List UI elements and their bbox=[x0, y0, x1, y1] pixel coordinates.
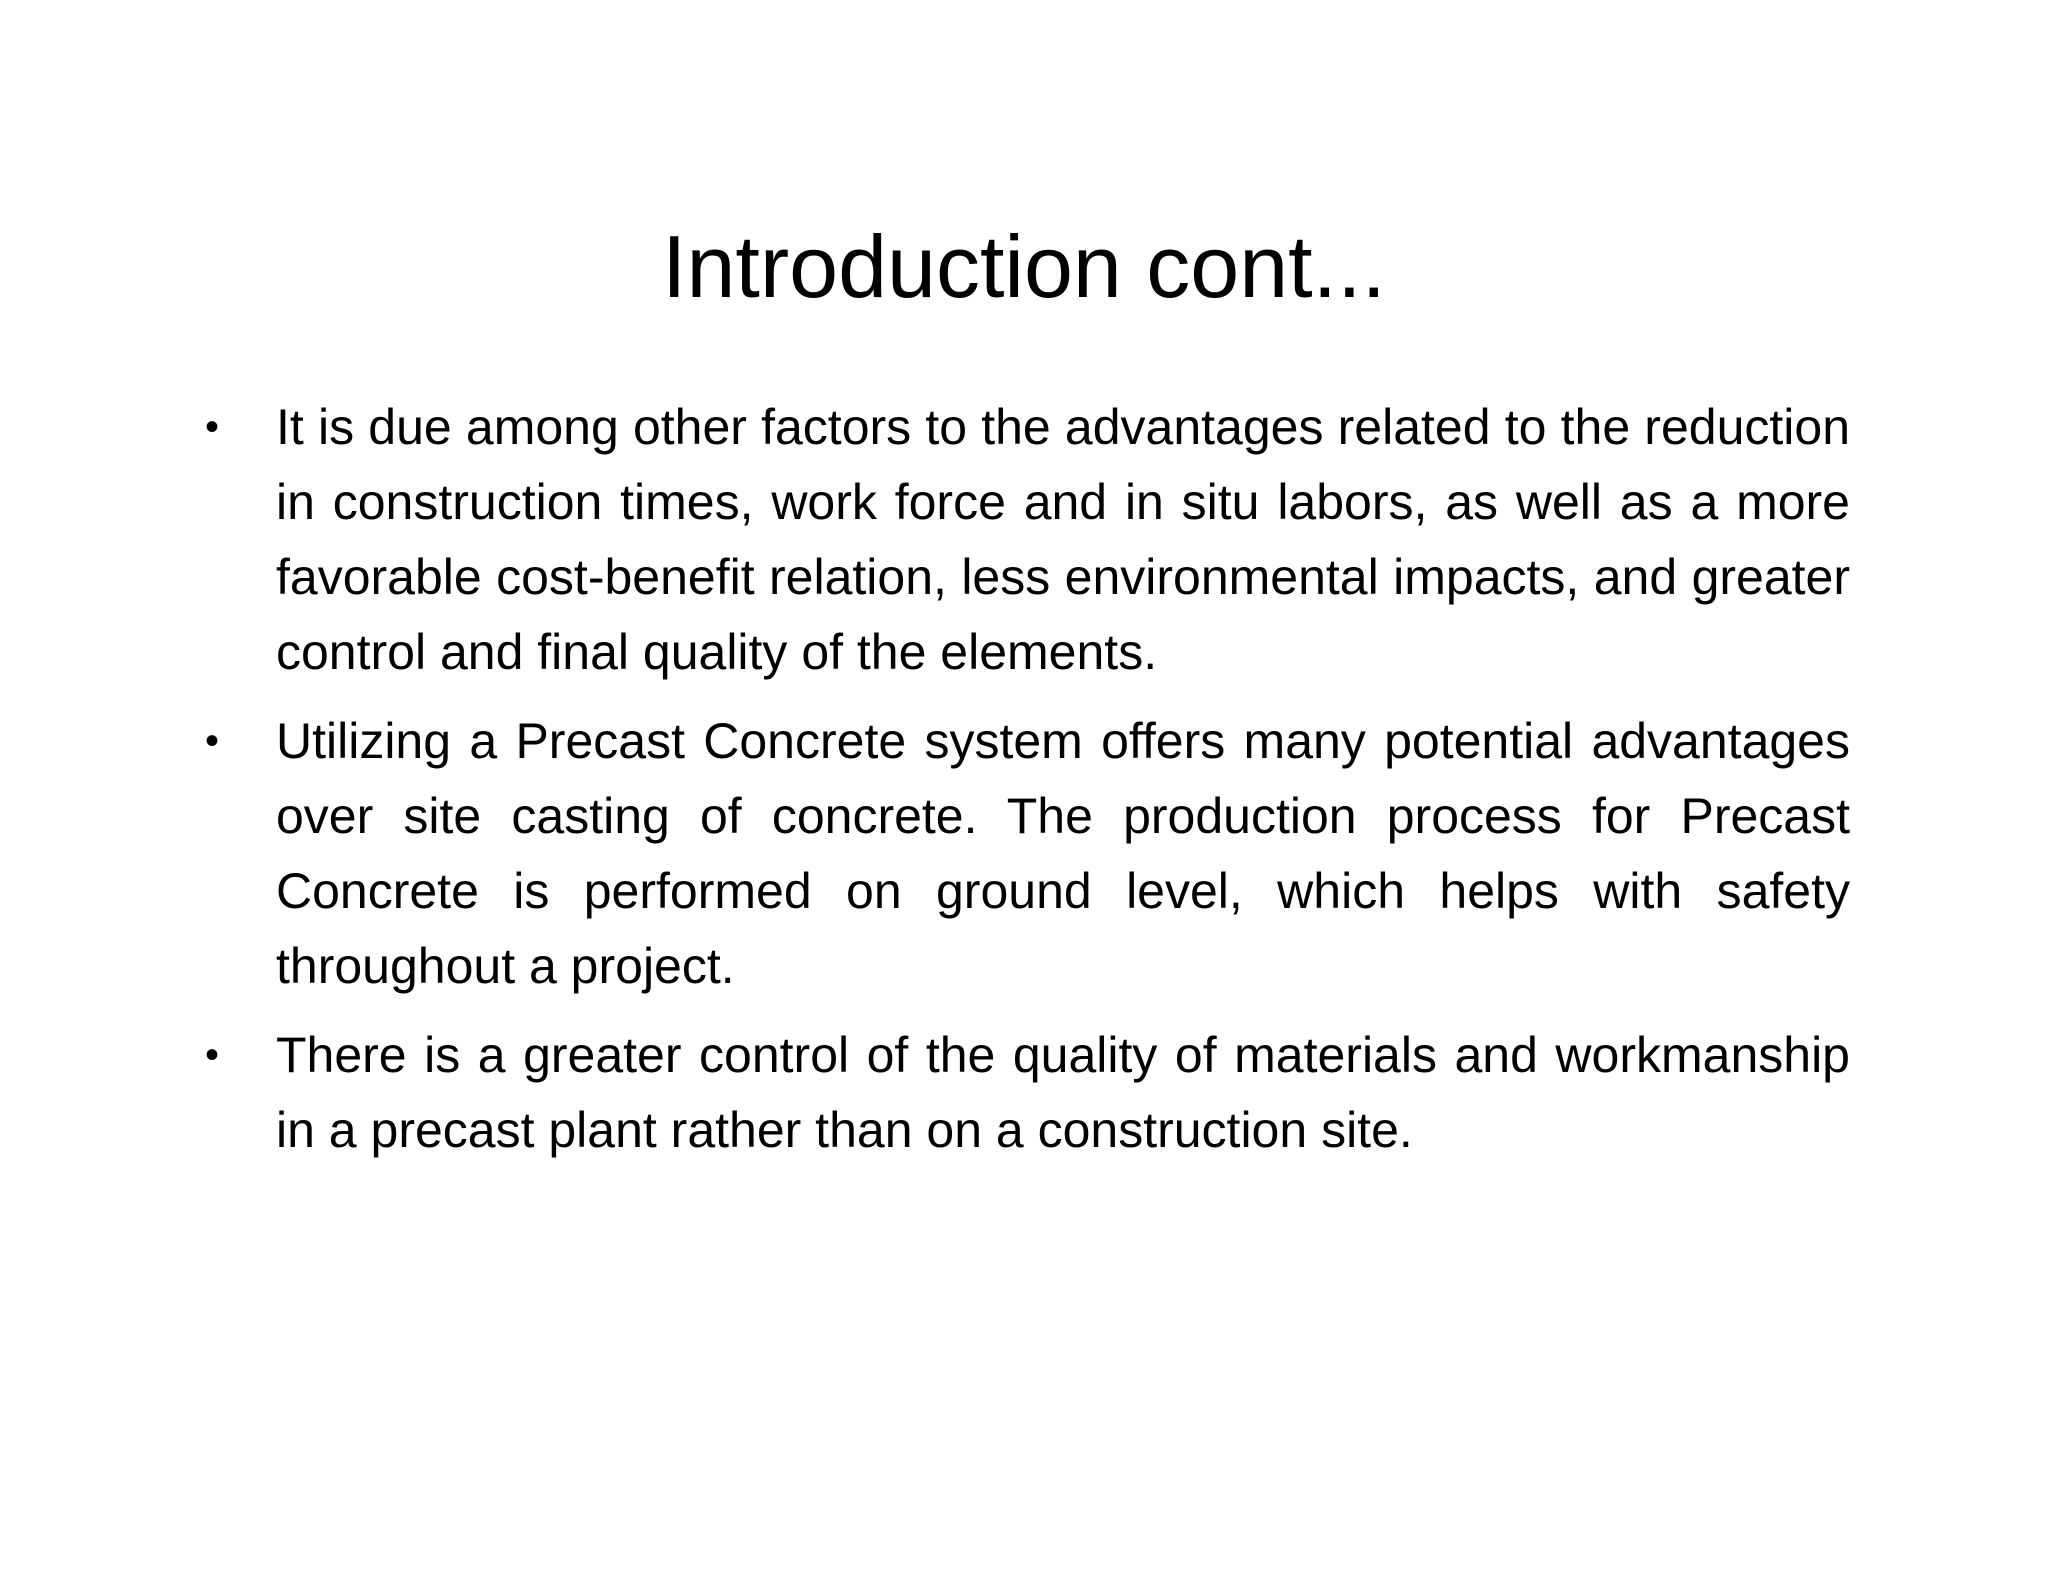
bullet-text: It is due among other factors to the advantages related to the reduction in construction times, work force and in situ labors, as well as a more favorable cost-benefit relation, less environmental impacts, and greater control and final quality of the elements. bbox=[276, 399, 1850, 680]
bullet-dot-icon: • bbox=[205, 1033, 220, 1077]
bullet-text: Utilizing a Precast Concrete system offers many potential advantages over site casting of concrete. The production process for Precast Concrete is performed on ground level, which helps with safety throughout a project. bbox=[276, 713, 1850, 994]
bullet-item-1 bbox=[205, 390, 1850, 690]
bullet-dot-icon: • bbox=[205, 719, 220, 763]
bullet-item-3 bbox=[205, 1018, 1850, 1168]
bullet-dot-icon: • bbox=[205, 405, 220, 449]
bullet-text: There is a greater control of the quality of materials and workmanship in a precast plant rather than on a construction site. bbox=[276, 1027, 1850, 1158]
bullet-item-2 bbox=[205, 704, 1850, 1004]
slide-title: Introduction cont... bbox=[662, 217, 1386, 316]
bullet-list bbox=[205, 390, 1850, 1182]
